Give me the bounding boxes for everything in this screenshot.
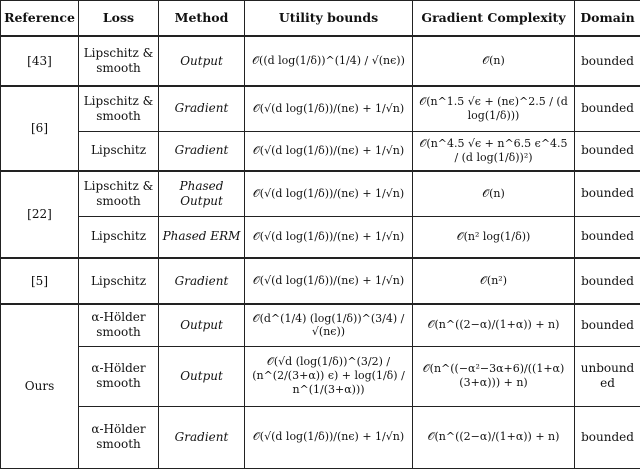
domain-cell: unbounded [575, 346, 640, 406]
utility-cell: 𝒪(d^(1/4) (log(1/δ))^(3/4) / √(nϵ)) [245, 304, 413, 346]
loss-cell: α-Hölder smooth [79, 346, 159, 406]
method-cell: Output [159, 304, 245, 346]
header-gradient: Gradient Complexity [413, 1, 575, 37]
utility-cell: 𝒪((d log(1/δ))^(1/4) / √(nϵ)) [245, 36, 413, 86]
loss-cell: Lipschitz [79, 131, 159, 171]
domain-cell: bounded [575, 258, 640, 304]
loss-cell: α-Hölder smooth [79, 406, 159, 468]
domain-cell: bounded [575, 406, 640, 468]
domain-cell: bounded [575, 36, 640, 86]
method-cell: Gradient [159, 131, 245, 171]
header-reference: Reference [1, 1, 79, 37]
method-cell: Output [159, 346, 245, 406]
method-cell: Output [159, 36, 245, 86]
gradient-cell: 𝒪(n^((2−α)/(1+α)) + n) [413, 406, 575, 468]
domain-cell: bounded [575, 171, 640, 216]
gradient-cell: 𝒪(n²) [413, 258, 575, 304]
table-row [1, 304, 640, 346]
utility-cell: 𝒪(√d (log(1/δ))^(3/2) / (n^(2/(3+α)) ϵ) + log(1/δ) / n^(1/(3+α))) [245, 346, 413, 406]
header-method: Method [159, 1, 245, 37]
utility-cell: 𝒪(√(d log(1/δ))/(nϵ) + 1/√n) [245, 258, 413, 304]
table-row [1, 86, 640, 131]
loss-cell: α-Hölder smooth [79, 304, 159, 346]
header-utility: Utility bounds [245, 1, 413, 37]
header-loss: Loss [79, 1, 159, 37]
utility-cell: 𝒪(√(d log(1/δ))/(nϵ) + 1/√n) [245, 406, 413, 468]
loss-cell: Lipschitz [79, 258, 159, 304]
table-row [1, 171, 640, 216]
table-row [1, 216, 640, 258]
ref-cell: [5] [1, 258, 79, 304]
table-row [1, 346, 640, 406]
gradient-cell: 𝒪(n) [413, 171, 575, 216]
utility-cell: 𝒪(√(d log(1/δ))/(nϵ) + 1/√n) [245, 216, 413, 258]
gradient-cell: 𝒪(n² log(1/δ)) [413, 216, 575, 258]
table-row [1, 406, 640, 468]
loss-cell: Lipschitz & smooth [79, 36, 159, 86]
gradient-cell: 𝒪(n^((2−α)/(1+α)) + n) [413, 304, 575, 346]
ref-cell: Ours [1, 304, 79, 468]
table-row [1, 36, 640, 86]
gradient-cell: 𝒪(n) [413, 36, 575, 86]
method-cell: Gradient [159, 86, 245, 131]
utility-cell: 𝒪(√(d log(1/δ))/(nϵ) + 1/√n) [245, 86, 413, 131]
loss-cell: Lipschitz [79, 216, 159, 258]
loss-cell: Lipschitz & smooth [79, 86, 159, 131]
header-domain: Domain [575, 1, 640, 37]
domain-cell: bounded [575, 216, 640, 258]
table-row [1, 258, 640, 304]
method-cell: Gradient [159, 406, 245, 468]
method-cell: Phased ERM [159, 216, 245, 258]
domain-cell: bounded [575, 86, 640, 131]
utility-cell: 𝒪(√(d log(1/δ))/(nϵ) + 1/√n) [245, 131, 413, 171]
method-cell: Phased Output [159, 171, 245, 216]
ref-cell: [6] [1, 86, 79, 171]
domain-cell: bounded [575, 304, 640, 346]
utility-cell: 𝒪(√(d log(1/δ))/(nϵ) + 1/√n) [245, 171, 413, 216]
gradient-cell: 𝒪(n^4.5 √ϵ + n^6.5 ϵ^4.5 / (d log(1/δ))²) [413, 131, 575, 171]
header-row [1, 1, 640, 37]
ref-cell: [22] [1, 171, 79, 258]
loss-cell: Lipschitz & smooth [79, 171, 159, 216]
gradient-cell: 𝒪(n^1.5 √ϵ + (nϵ)^2.5 / (d log(1/δ))) [413, 86, 575, 131]
domain-cell: bounded [575, 131, 640, 171]
table-row [1, 131, 640, 171]
method-cell: Gradient [159, 258, 245, 304]
ref-cell: [43] [1, 36, 79, 86]
gradient-cell: 𝒪(n^((−α²−3α+6)/((1+α)(3+α))) + n) [413, 346, 575, 406]
